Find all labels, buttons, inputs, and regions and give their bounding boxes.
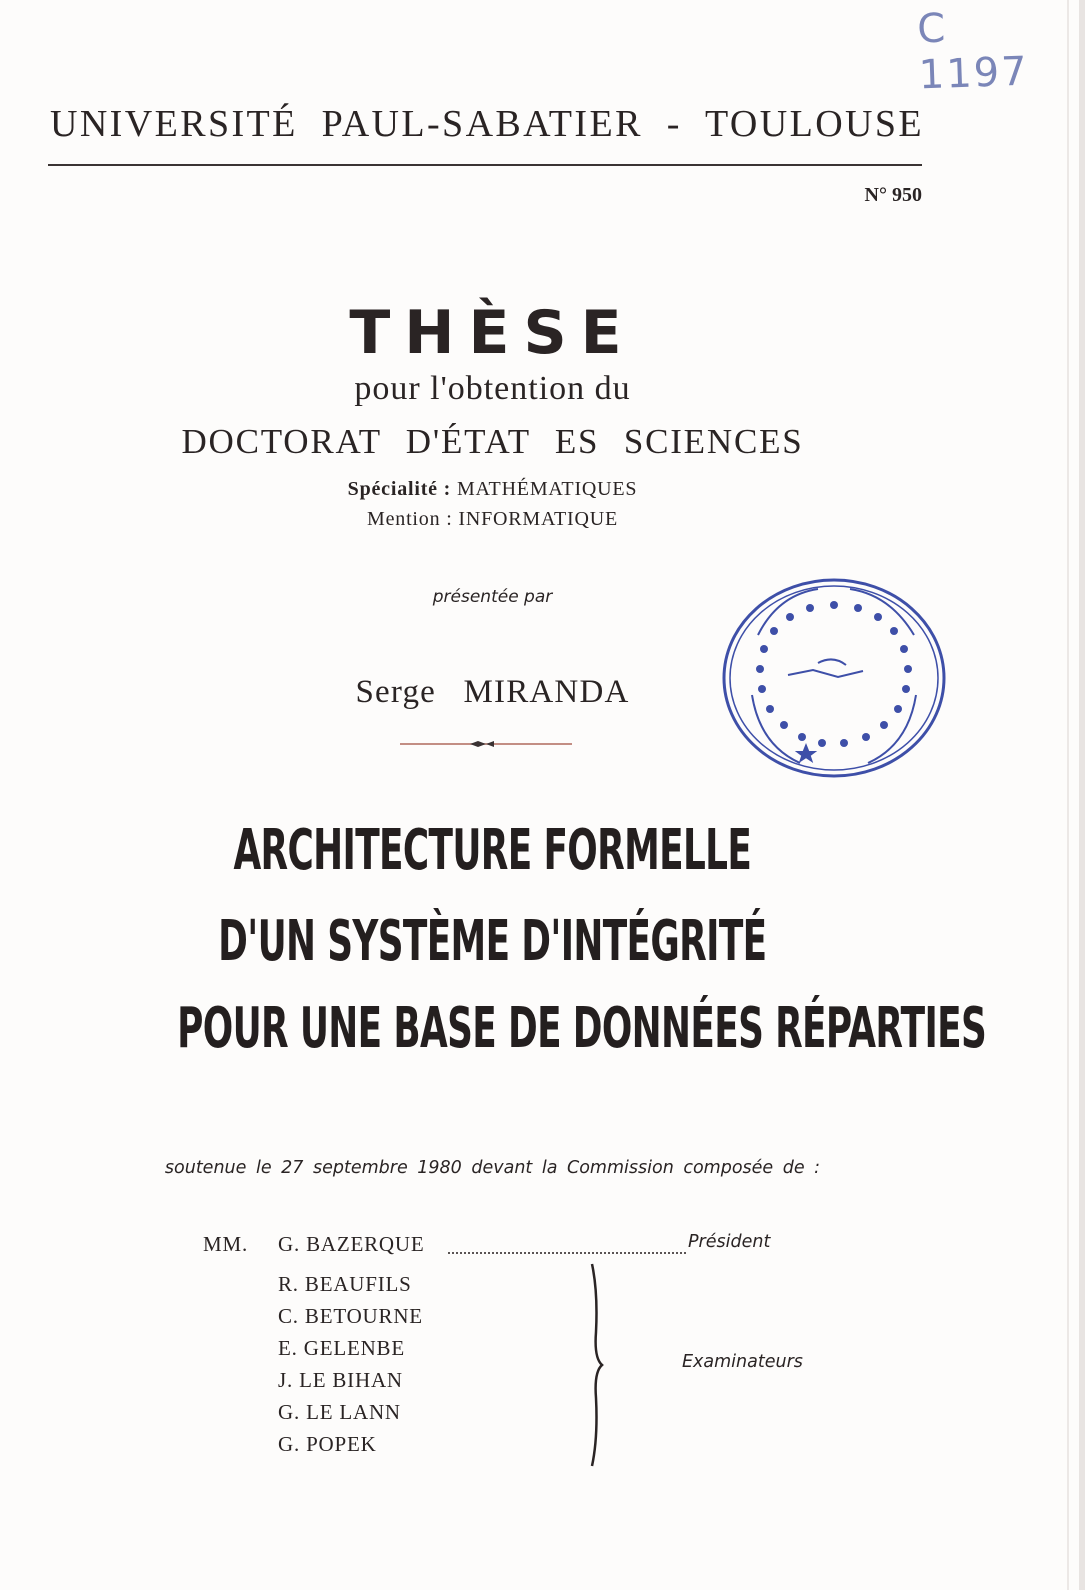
examiners-brace xyxy=(578,1262,608,1468)
commission-prefix: MM. xyxy=(203,1232,248,1256)
examiner-name: R. BEAUFILS xyxy=(278,1272,412,1296)
specialite-label: Spécialité : xyxy=(347,478,452,500)
author-ornament-rule xyxy=(400,740,572,748)
presented-by-label: présentée par xyxy=(432,587,553,607)
mention-line xyxy=(0,508,985,531)
degree-name: DOCTORAT D'ÉTAT ES SCIENCES xyxy=(181,422,804,461)
university-stamp xyxy=(718,575,950,781)
examiners-role: Examinateurs xyxy=(682,1352,803,1372)
specialite-line xyxy=(0,478,985,501)
university-name: UNIVERSITÉ PAUL-SABATIER - TOULOUSE xyxy=(50,103,925,145)
title-line-2: D'UN SYSTÈME D'INTÉGRITÉ xyxy=(218,909,767,974)
examiner-name: C. BETOURNE xyxy=(278,1304,423,1328)
examiner-name: G. POPEK xyxy=(278,1432,377,1456)
author-name: Serge MIRANDA xyxy=(355,674,630,710)
examiner-name: G. LE LANN xyxy=(278,1400,401,1424)
defense-statement: soutenue le 27 septembre 1980 devant la Commission composée de : xyxy=(164,1158,821,1178)
examiner-name: E. GELENBE xyxy=(278,1336,405,1360)
president-name: G. BAZERQUE xyxy=(278,1232,425,1256)
shelfmark-annotation: C 1197 xyxy=(916,5,1030,99)
these-heading: THÈSE xyxy=(349,298,636,368)
mention-value: INFORMATIQUE xyxy=(458,508,618,530)
obtention-line: pour l'obtention du xyxy=(354,370,631,407)
mention-label: Mention : xyxy=(367,508,453,530)
president-role: Président xyxy=(688,1232,771,1252)
thesis-number: N° 950 xyxy=(864,184,922,206)
examiner-name: J. LE BIHAN xyxy=(278,1368,403,1392)
header-rule xyxy=(48,164,922,166)
president-leader-dots xyxy=(448,1252,686,1254)
title-line-3: POUR UNE BASE DE DONNÉES RÉPARTIES xyxy=(177,996,987,1061)
title-line-1: ARCHITECTURE FORMELLE xyxy=(233,818,752,883)
specialite-value: MATHÉMATIQUES xyxy=(456,478,638,500)
